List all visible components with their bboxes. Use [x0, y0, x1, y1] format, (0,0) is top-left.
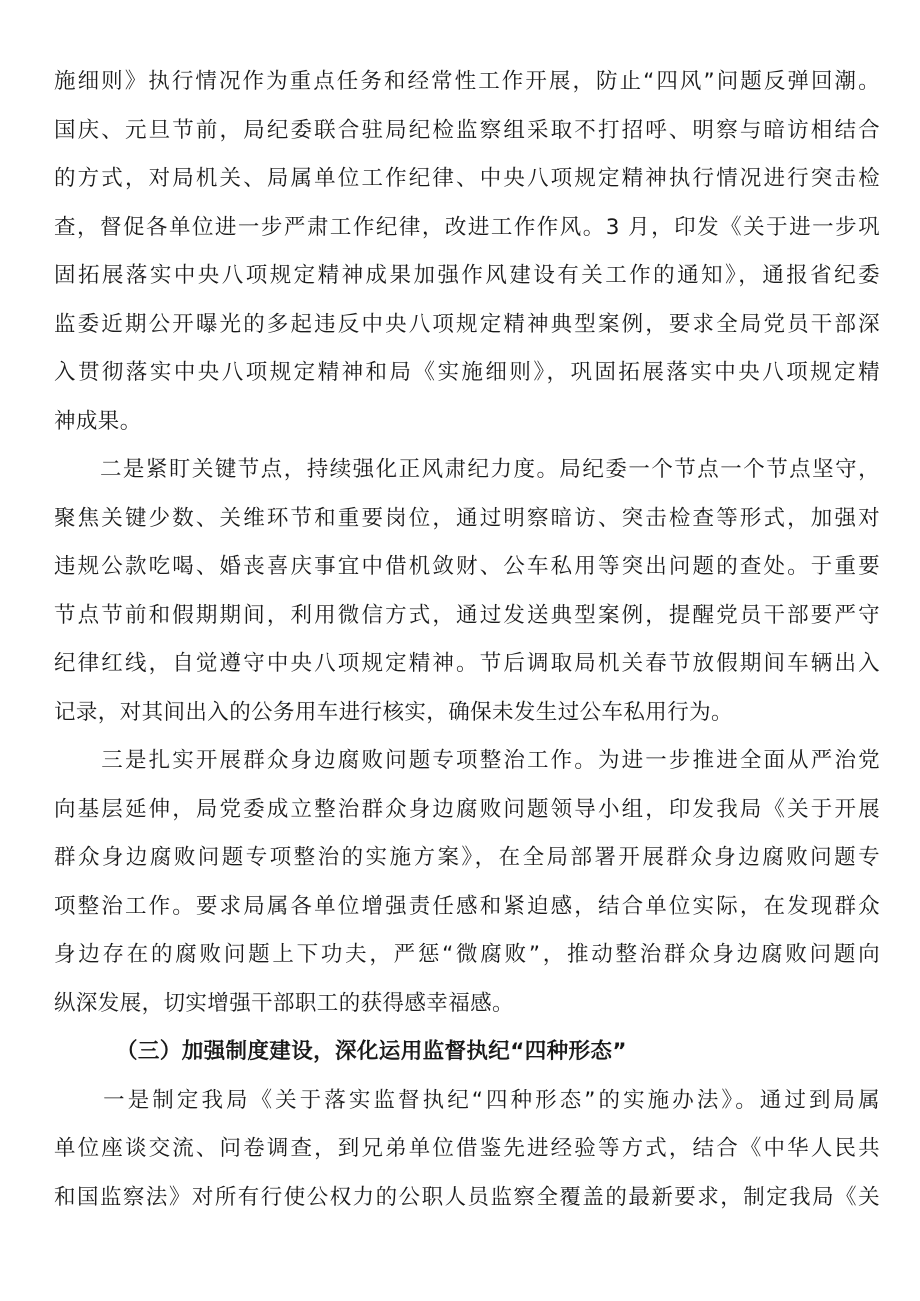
text-line: 纵深发展，切实增强干部职工的获得感幸福感。 [54, 990, 514, 1016]
text-line: 的方式，对局机关、局属单位工作纪律、中央八项规定精神执行情况进行突击检 [54, 166, 880, 191]
section-heading: （三）加强制度建设，深化运用监督执纪“四种形态” [116, 1039, 627, 1064]
text-line: 节点节前和假期期间，利用微信方式，通过发送典型案例，提醒党员干部要严守 [54, 602, 880, 628]
text-line: 神成果。 [54, 408, 142, 434]
text-line: 记录，对其间出入的公务用车进行核实，确保未发生过公车私用行为。 [54, 699, 733, 725]
text-line: 施细则》执行情况作为重点任务和经常性工作开展，防止“四风”问题反弹回潮。 [54, 69, 880, 94]
text-line: 群众身边腐败问题专项整治的实施方案》，在全局部署开展群众身边腐败问题专 [54, 845, 880, 870]
text-line: 查，督促各单位进一步严肃工作纪律，改进工作作风。3 月，印发《关于进一步巩 [54, 214, 880, 240]
text-line: 身边存在的腐败问题上下功夫，严惩“微腐败”，推动整治群众身边腐败问题向 [54, 942, 880, 967]
text-line: 监委近期公开曝光的多起违反中央八项规定精神典型案例，要求全局党员干部深 [54, 311, 880, 337]
text-line: 三是扎实开展群众身边腐败问题专项整治工作。为进一步推进全面从严治党 [54, 748, 880, 773]
text-line: 违规公款吃喝、婚丧喜庆事宜中借机敛财、公车私用等突出问题的查处。于重要 [54, 554, 880, 579]
text-line: 项整治工作。要求局属各单位增强责任感和紧迫感，结合单位实际，在发现群众 [54, 893, 880, 919]
text-line: 固拓展落实中央八项规定精神成果加强作风建设有关工作的通知》，通报省纪委 [54, 263, 880, 288]
document-page [54, 58, 880, 1222]
text-line: 入贯彻落实中央八项规定精神和局《实施细则》，巩固拓展落实中央八项规定精 [54, 360, 880, 385]
text-line: 一是制定我局《关于落实监督执纪“四种形态”的实施办法》。通过到局属 [54, 1087, 880, 1113]
text-line: 纪律红线，自觉遵守中央八项规定精神。节后调取局机关春节放假期间车辆出入 [54, 651, 880, 676]
text-line: 和国监察法》对所有行使公权力的公职人员监察全覆盖的最新要求，制定我局《关 [54, 1184, 880, 1210]
text-line: 国庆、元旦节前，局纪委联合驻局纪检监察组采取不打招呼、明察与暗访相结合 [54, 117, 880, 143]
text-line: 二是紧盯关键节点，持续强化正风肃纪力度。局纪委一个节点一个节点坚守， [54, 457, 880, 482]
text-line: 向基层延伸，局党委成立整治群众身边腐败问题领导小组，印发我局《关于开展 [54, 796, 880, 822]
text-line: 聚焦关键少数、关维环节和重要岗位，通过明察暗访、突击检查等形式，加强对 [54, 505, 880, 531]
text-line: 单位座谈交流、问卷调查，到兄弟单位借鉴先进经验等方式，结合《中华人民共 [54, 1136, 880, 1161]
